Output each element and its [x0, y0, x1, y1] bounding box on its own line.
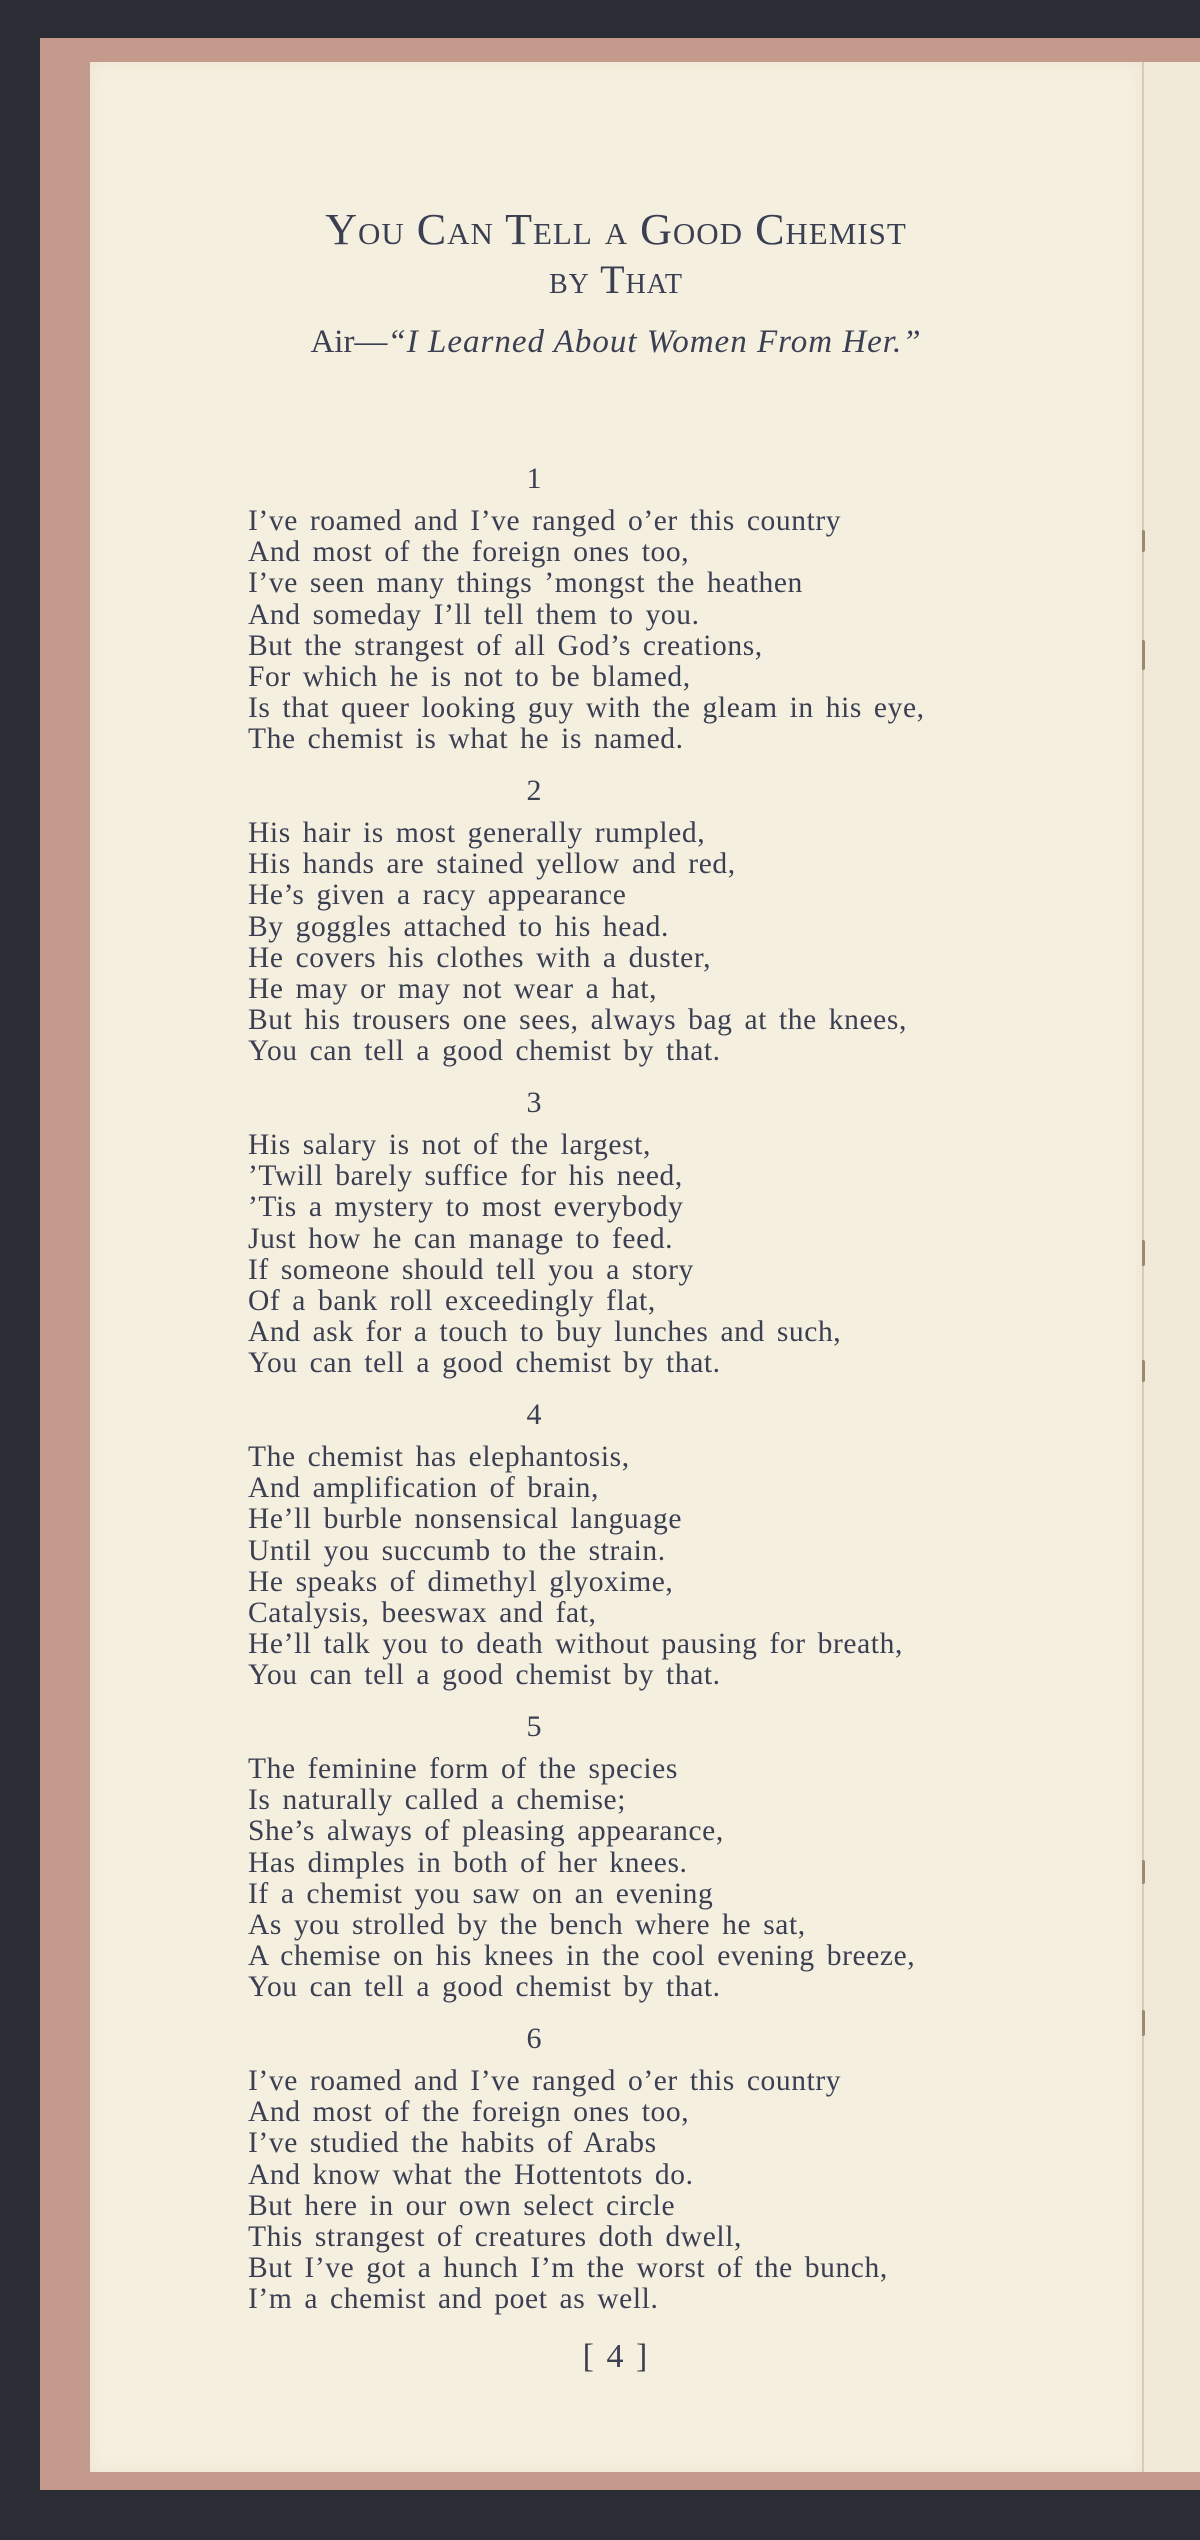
verse-line: You can tell a good chemist by that.: [248, 1035, 721, 1068]
verse-line: Catalysis, beeswax and fat,: [248, 1597, 597, 1630]
verse-line: He covers his clothes with a duster,: [248, 941, 712, 974]
page-content: [90, 62, 1142, 2472]
verse-line: He’ll burble nonsensical language: [248, 1503, 683, 1536]
verse-line: ’Tis a mystery to most everybody: [248, 1191, 684, 1224]
verse-line: Just how he can manage to feed.: [248, 1222, 674, 1255]
verse-line: Is that queer looking guy with the gleam in his eye,: [248, 692, 925, 725]
verse-line: If a chemist you saw on an evening: [248, 1877, 714, 1910]
verse-line: But here in our own select circle: [248, 2189, 676, 2222]
verse-line: And amplification of brain,: [248, 1472, 599, 1505]
verse-line: His salary is not of the largest,: [248, 1129, 651, 1161]
verse-line: He may or may not wear a hat,: [248, 973, 658, 1006]
verse-number: 3: [526, 1086, 542, 1119]
verse-line: I’ve studied the habits of Arabs: [248, 2127, 657, 2160]
verse-line: This strangest of creatures doth dwell,: [248, 2221, 742, 2254]
verse-line: ’Twill barely suffice for his need,: [248, 1160, 683, 1193]
verse-lines: [248, 506, 1128, 756]
verse-line: I’ve seen many things ’mongst the heathen: [248, 567, 803, 600]
verse-number: 6: [526, 2022, 542, 2055]
verse-line: The feminine form of the species: [248, 1753, 678, 1785]
verse-line: He’s given a racy appearance: [248, 879, 627, 912]
verse-line: You can tell a good chemist by that.: [248, 1971, 721, 2004]
verse-line: You can tell a good chemist by that.: [248, 1659, 721, 1692]
verse-line: The chemist has elephantosis,: [248, 1441, 630, 1473]
verse-lines: [248, 1754, 1128, 2004]
verse-line: I’ve roamed and I’ve ranged o’er this country: [248, 505, 842, 537]
verse-line: And know what the Hottentots do.: [248, 2158, 694, 2191]
verse-number: 5: [526, 1710, 542, 1743]
verse-line: The chemist is what he is named.: [248, 723, 684, 756]
facing-page-edge: [1142, 62, 1200, 2472]
verse-line: You can tell a good chemist by that.: [248, 1347, 721, 1380]
song-title-line-1: You Can Tell a Good Chemist: [325, 205, 907, 254]
verse-line: She’s always of pleasing appearance,: [248, 1815, 724, 1848]
verse-line: Of a bank roll exceedingly flat,: [248, 1285, 656, 1318]
tune-attribution: [90, 324, 1142, 361]
verse-line: He’ll talk you to death without pausing for breath,: [248, 1628, 903, 1661]
verse-line: Has dimples in both of her knees.: [248, 1846, 688, 1879]
verse-lines: [248, 1442, 1128, 1692]
verse-line: And ask for a touch to buy lunches and such,: [248, 1316, 842, 1349]
verse-line: If someone should tell you a story: [248, 1253, 694, 1286]
verse-line: A chemise on his knees in the cool evening breeze,: [248, 1940, 916, 1973]
verse-number: 4: [526, 1398, 542, 1431]
verse-line: But I’ve got a hunch I’m the worst of the bunch,: [248, 2252, 888, 2285]
verse-line: His hair is most generally rumpled,: [248, 817, 706, 849]
verse-line: As you strolled by the bench where he sat,: [248, 1909, 806, 1942]
verse-line: But the strangest of all God’s creations,: [248, 629, 763, 662]
verse-line: And someday I’ll tell them to you.: [248, 598, 700, 631]
verse-line: And most of the foreign ones too,: [248, 2096, 690, 2129]
verse-lines: [248, 2066, 1128, 2316]
verse-number: 2: [526, 774, 542, 807]
verse-line: I’m a chemist and poet as well.: [248, 2283, 659, 2316]
verse-lines: [248, 1130, 1128, 1380]
verse-line: I’ve roamed and I’ve ranged o’er this country: [248, 2065, 842, 2097]
song-page: [90, 62, 1142, 2472]
tune-prefix: Air—: [310, 324, 388, 360]
verse-line: Is naturally called a chemise;: [248, 1784, 627, 1817]
verse-line: But his trousers one sees, always bag at the knees,: [248, 1004, 907, 1037]
verse-lines: [248, 818, 1128, 1068]
page-number: [ 4 ]: [582, 2338, 650, 2375]
verse-line: For which he is not to be blamed,: [248, 661, 691, 694]
verse-line: He speaks of dimethyl glyoxime,: [248, 1565, 674, 1598]
tune-name: “I Learned About Women From Her.”: [387, 324, 922, 360]
verse-line: Until you succumb to the strain.: [248, 1534, 666, 1567]
verse-line: And most of the foreign ones too,: [248, 536, 690, 569]
song-title-line-2: by That: [548, 257, 684, 302]
verse-line: His hands are stained yellow and red,: [248, 848, 736, 881]
verse-number: 1: [526, 462, 542, 495]
verse-line: By goggles attached to his head.: [248, 910, 669, 943]
